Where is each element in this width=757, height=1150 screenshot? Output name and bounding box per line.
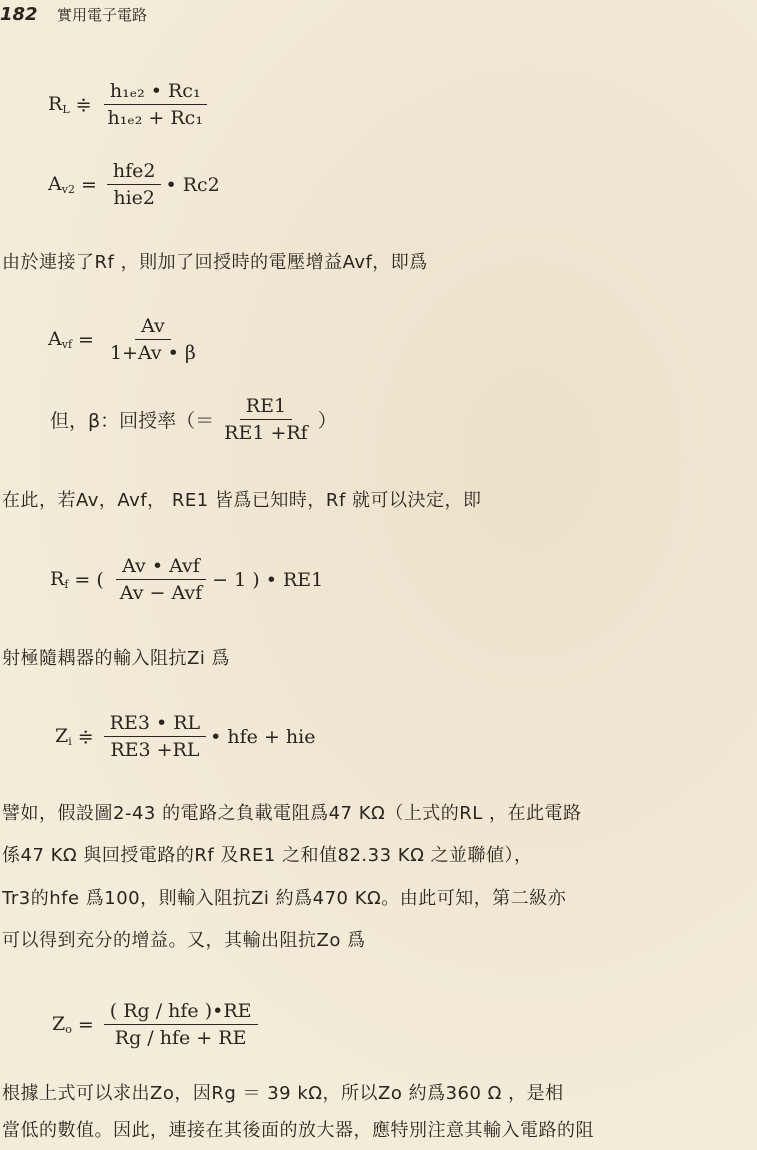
paragraph-2: 在此，若Av，Avf， RE1 皆爲已知時，Rf 就可以決定，即: [2, 490, 482, 511]
equation-zo: $Z_o$ = $\frac{\text{( Rg / hfe )•RE}}{\text{Rg / hfe + RE}}$: [52, 1000, 262, 1049]
page-header: [0, 4, 147, 25]
paragraph-5-line-2: 當低的數值。因此，連接在其後面的放大器，應特別注意其輸入電路的阻: [2, 1120, 594, 1141]
paragraph-3: 射極隨耦器的輸入阻抗Zi 爲: [2, 648, 231, 669]
equation-rl: $R_L$ ≑ $\frac{\text{h₁ₑ₂ • Rc₁}}{\text{h₁ₑ₂ + Rc₁}}$: [48, 80, 213, 129]
equation-zi: $Z_i$ ≑ $\frac{RE3 • RL}{RE3 +RL}$ • hfe + hie: [55, 712, 316, 761]
equation-beta: 但，β：回授率（＝ $\frac{RE1}{RE1 +Rf}$ ）: [50, 395, 337, 444]
equation-rf: $R_f$ = ( $\frac{\text{Av • Avf}}{\text{Av − Avf}}$ − 1 ) • RE1: [50, 555, 324, 604]
equation-av2: $A_{v2}$ = $\frac{\text{hfe2}}{\text{hie2}}$ • Rc2: [48, 160, 220, 209]
paragraph-4-line-4: 可以得到充分的增益。又，其輸出阻抗Zo 爲: [2, 930, 366, 951]
book-title: 實用電子電路: [56, 6, 147, 24]
paragraph-4-line-2: 係47 KΩ 與回授電路的Rf 及RE1 之和值82.33 KΩ 之並聯値），: [2, 845, 533, 866]
paragraph-4-line-3: Tr3的hfe 爲100，則輸入阻抗Zi 約爲470 KΩ。由此可知，第二級亦: [2, 888, 567, 909]
paragraph-1: 由於連接了Rf ，則加了回授時的電壓增益Avf，即爲: [2, 252, 428, 273]
page-number: 182: [0, 4, 38, 25]
paragraph-4-line-1: 譬如，假設圖2-43 的電路之負載電阻爲47 KΩ（上式的RL ，在此電路: [2, 803, 582, 824]
equation-avf: $A_{vf}$ = $\frac{Av}{1+Av • \beta}$: [48, 315, 196, 364]
paragraph-5-line-1: 根據上式可以求出Zo，因Rg ＝ 39 kΩ，所以Zo 約爲360 Ω ，是相: [2, 1083, 564, 1104]
